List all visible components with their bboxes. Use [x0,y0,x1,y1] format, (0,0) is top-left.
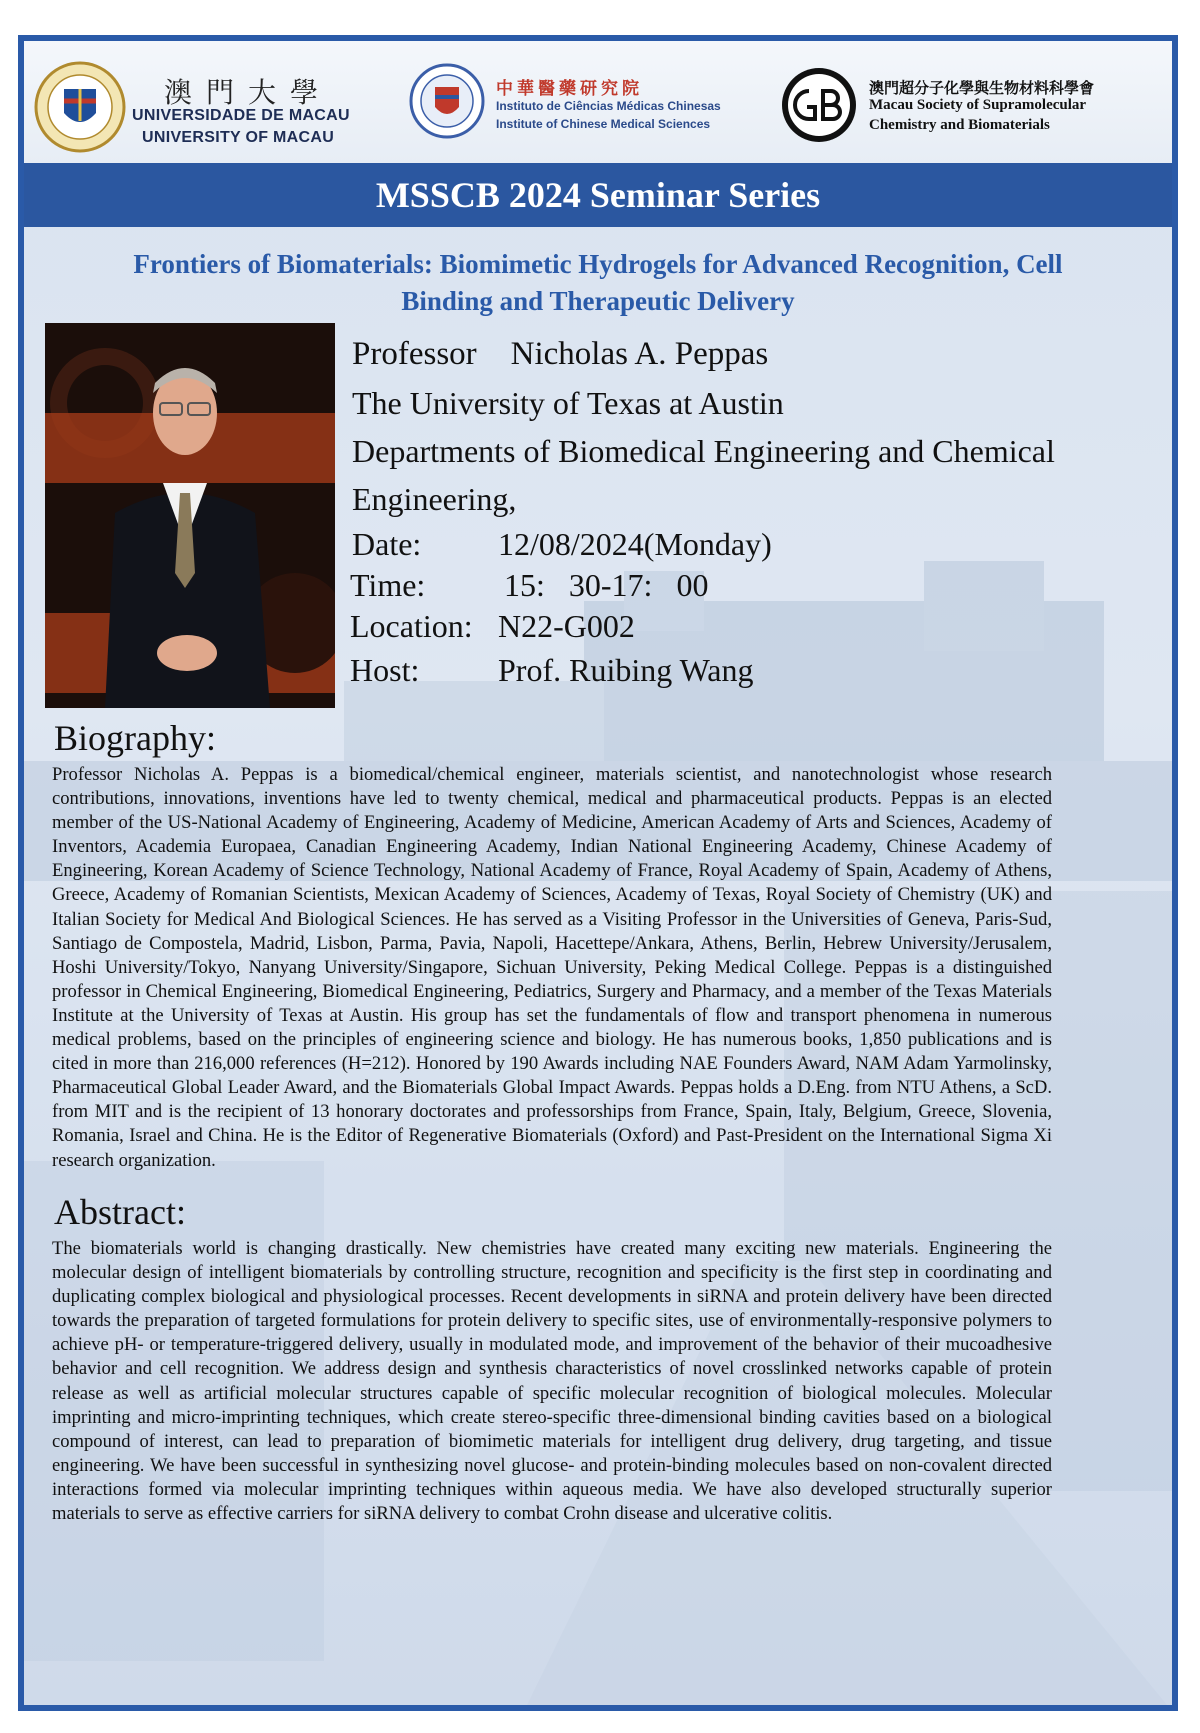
icms-seal-icon [409,63,485,139]
biography-text: Professor Nicholas A. Peppas is a biomedical/chemical engineer, materials scientist, and nanotechnologist whose research contributions, innovations, inventions have led to twenty chemical, medical and pharmaceutical products. Peppas is an elected member of the US-National Academy of Engineering, Academy of Medicine, American Academy of Arts and Sciences, Academy of Inventors, Academia Europaea, Canadian Engineering Academy, Indian National Engineering Academy, Chinese Academy of Engineering, Korean Academy of Science Technology, National Academy of France, Royal Academy of Spain, Academy of Athens, Greece, Academy of Romanian Scientists, Mexican Academy of Sciences, Academy of Texas, Royal Society of Chemistry (UK) and Italian Society for Medical And Biological Sciences. He has served as a Visiting Professor in the Universities of Geneva, Paris-Sud, Santiago de Compostela, Madrid, Lisbon, Parma, Pavia, Napoli, Hacettepe/Ankara, Athens, Berlin, Hebrew University/Jerusalem, Hoshi University/Tokyo, Nanyang University/Singapore, Sichuan University, Peking Medical College. Peppas is a distinguished professor in Chemical Engineering, Biomedical Engineering, Pediatrics, Surgery and Pharmacy, and a member of the Texas Materials Institute at the University of Texas at Austin. His group has set the fundamentals of flow and transport phenomena in numerous medical problems, based on the principles of engineering science and biology. He has numerous books, 1,850 publications and is cited in more than 216,000 references (H=212). Honored by 190 Awards including NAE Founders Award, NAM Adam Yarmolinsky, Pharmaceutical Global Leader Award, and the Biomaterials Global Impact Awards. Peppas holds a D.Eng. from NTU Athens, a ScD. from MIT and is the recipient of 13 honorary doctorates and professorships from France, Spain, Italy, Belgium, Greece, Slovenia, Romania, Israel and China. He is the Editor of Regenerative Biomaterials (Oxford) and Past-President on the International Sigma Xi research organization. [52,764,1052,1171]
date-value: 12/08/2024(Monday) [498,526,772,562]
talk-title-line2: Binding and Therapeutic Delivery [401,286,795,316]
university-of-macau-seal-icon [34,61,126,153]
seminar-series-banner: MSSCB 2024 Seminar Series [24,163,1172,227]
talk-title-line1: Frontiers of Biomaterials: Biomimetic Hydrogels for Advanced Recognition, Cell [133,249,1063,279]
date-label: Date: [352,526,422,562]
speaker-affiliation: The University of Texas at Austin [352,385,784,421]
icms-chinese-name: 中華醫藥研究院 [496,79,643,98]
time-value: 15: 30-17: 00 [504,567,709,603]
event-location [350,608,635,645]
speaker-photo [45,323,335,708]
speaker-name: Nicholas A. Peppas [510,336,769,372]
host-label: Host: [350,652,420,688]
icms-english-name: Institute of Chinese Medical Sciences [496,117,711,131]
event-time [350,567,708,604]
speaker-title-name [352,336,768,373]
host-value: Prof. Ruibing Wang [498,652,754,688]
location-value: N22-G002 [498,608,635,644]
um-chinese-name: 澳門大學 [164,76,333,109]
time-label: Time: [350,567,426,603]
um-portuguese-name: UNIVERSIDADE DE MACAU [132,107,350,124]
abstract-text: The biomaterials world is changing drastically. New chemistries have created many exciting new materials. Engineering the molecular design of intelligent biomaterials by controlling structure, recognition and specificity is the first step in coordinating and duplicating complex biological and physiological processes. Recent developments in siRNA and protein delivery have been directed towards the preparation of targeted formulations for protein delivery to specific sites, use of environmentally-responsive polymers to achieve pH- or temperature-triggered delivery, usually in modulated mode, and improvement of the behavior of their mucoadhesive behavior and cell recognition. We address design and synthesis characteristics of novel crosslinked networks capable of protein release as well as artificial molecular structures capable of specific molecular recognition of biological molecules. Molecular imprinting and micro-imprinting techniques, which create stereo-specific three-dimensional binding cavities based on a biological compound of interest, can lead to preparation of biomimetic materials for intelligent drug delivery, drug targeting, and tissue engineering. We have been successful in synthesizing novel glucose- and protein-binding molecules based on non-covalent directed interactions formed via molecular imprinting techniques within aqueous media. We have also developed structurally superior materials to serve as effective carriers for siRNA delivery to combat Crohn disease and ulcerative colitis. [52,1238,1052,1525]
talk-title [44,246,1152,320]
event-host [350,652,754,689]
mscb-chinese-name: 澳門超分子化學與生物材料科學會 [869,79,1095,97]
speaker-department-line1: Departments of Biomedical Engineering and Chemical [352,433,1055,469]
location-label: Location: [350,608,473,644]
mscb-english-name-line1: Macau Society of Supramolecular [869,97,1087,113]
um-english-name: UNIVERSITY OF MACAU [142,129,335,146]
icms-portuguese-name: Instituto de Ciências Médicas Chinesas [496,99,721,113]
mscb-society-logo-icon [779,65,859,145]
speaker-title: Professor [352,336,477,372]
header-logo-bar [24,41,1172,163]
biography-heading: Biography: [54,718,216,758]
abstract-heading: Abstract: [54,1192,186,1232]
event-date [352,526,772,563]
poster-frame [18,35,1178,1711]
speaker-department-line2: Engineering, [352,481,517,517]
mscb-english-name-line2: Chemistry and Biomaterials [869,117,1050,133]
